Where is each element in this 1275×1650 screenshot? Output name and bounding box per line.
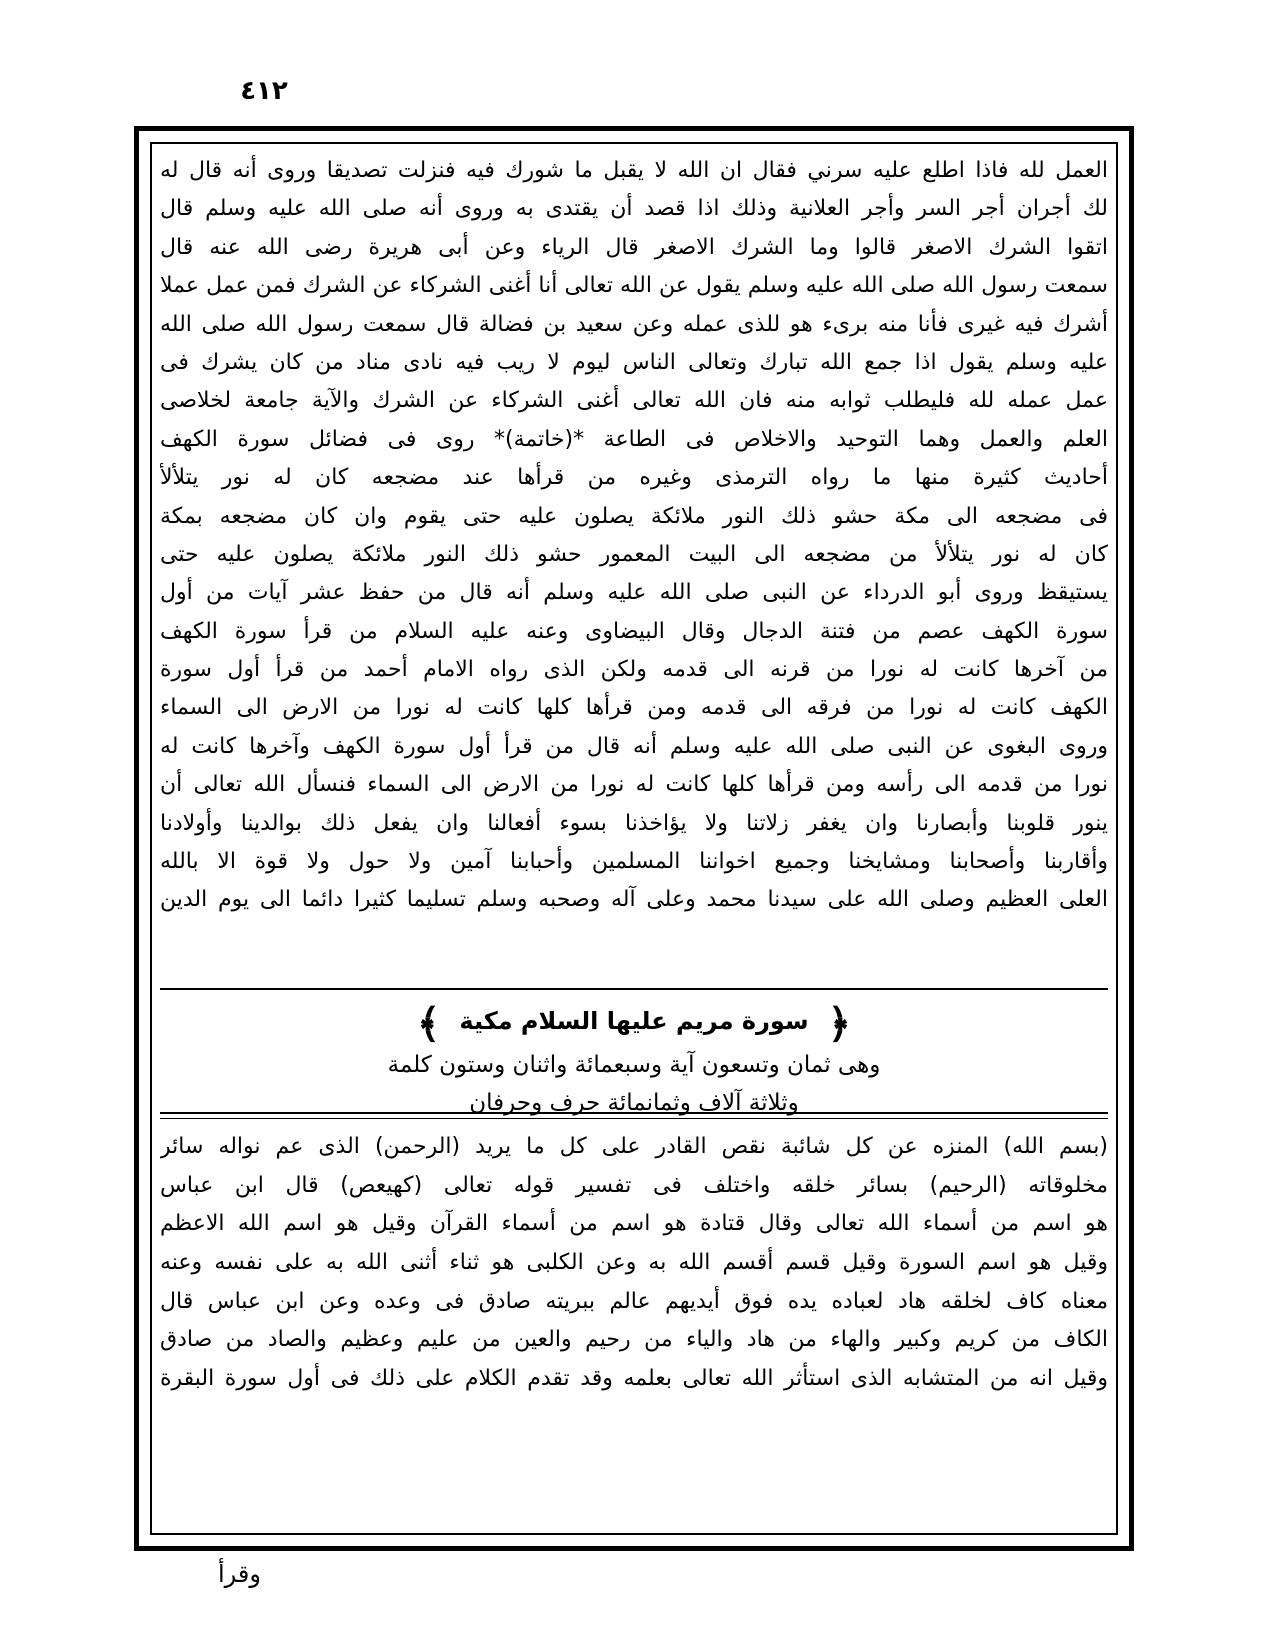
text-line: لك أجران أجر السر وأجر العلانية وذلك اذا قصد أن يقتدى به وروى أنه صلى الله عليه وسلم قال <box>160 196 1108 222</box>
text-line: الكاف من كريم وكبير والهاء من هاد والياء من رحيم والعين من عليم وعظيم والصاد من صادق <box>160 1327 1108 1353</box>
text-line: كان له نور يتلألأ من مضجعه الى البيت المعمور حشو ذلك النور ملائكة يصلون عليه حتى <box>160 541 1108 567</box>
text-line: سمعت رسول الله صلى الله عليه وسلم يقول عن الله تعالى أنا أغنى الشركاء عن الشرك فمن عمل عملا <box>160 273 1108 299</box>
text-line: فى مضجعه الى مكة حشو ذلك النور ملائكة يصلون عليه حتى يقوم وان كان مضجعه بمكة <box>160 503 1108 529</box>
text-line: أحاديث كثيرة منها ما رواه الترمذى وغيره من قرأها عند مضجعه كان له نور يتلألأ <box>160 465 1108 491</box>
surah-title: سورة مريم عليها السلام مكية <box>459 1007 809 1035</box>
text-line: وأقاربنا وأصحابنا ومشايخنا وجميع اخواننا المسلمين وأحبابنا آمين ولا حول ولا قوة الا بالله <box>160 849 1108 875</box>
text-line: هو اسم من أسماء الله تعالى وقال قتادة هو اسم من أسماء القرآن وقيل هو اسم الله الاعظم <box>160 1211 1108 1237</box>
ornate-bracket-open: ﴿ <box>827 1001 852 1048</box>
text-line: (بسم الله) المنزه عن كل شائبة نقص القادر على كل ما يريد (الرحمن) الذى عم نواله سائر <box>160 1134 1108 1159</box>
text-line: العلى العظيم وصلى الله على سيدنا محمد وعلى آله وصحبه وسلم تسليما كثيرا دائما الى يوم الدين <box>160 887 1108 913</box>
page-number: ٤١٢ <box>240 76 288 106</box>
surah-title-row <box>160 1000 1108 1046</box>
surah-heading <box>160 1000 1108 1122</box>
text-line: العمل لله فاذا اطلع عليه سرني فقال ان الله لا يقبل ما شورك فيه فنزلت تصديقا وروى أنه قال له <box>160 158 1108 183</box>
text-line: ينور قلوبنا وأبصارنا وان يغفر زلاتنا ولا يؤاخذنا بسوء أفعالنا وان يفعل ذلك بوالدينا وأولادنا <box>160 810 1108 836</box>
text-line: مخلوقاته (الرحيم) بسائر خلقه واختلف فى تفسير قوله تعالى (كهيعص) قال ابن عباس <box>160 1172 1108 1198</box>
text-line: الكهف كانت له نورا من فرقه الى قدمه ومن قرأها كلها كانت له نورا من الارض الى السماء <box>160 695 1108 721</box>
text-line: سورة الكهف عصم من فتنة الدجال وقال البيضاوى وعنه عليه السلام من قرأ سورة الكهف <box>160 618 1108 644</box>
surah-letter-count: وثلاثة آلاف وثمانمائة حرف وحرفان <box>469 1089 799 1116</box>
catchword: وقرأ <box>218 1560 261 1588</box>
surah-verse-count: وهى ثمان وتسعون آية وسبعمائة واثنان وستون كلمة <box>387 1051 881 1078</box>
text-line: أشرك فيه غيرى فأنا منه برىء هو للذى عمله وعن سعيد بن فضالة قال سمعت رسول الله صلى الله <box>160 311 1108 337</box>
text-line: معناه كاف لخلقه هاد لعباده يده فوق أيديهم عالم ببريته صادق فى وعده وعن ابن عباس قال <box>160 1288 1108 1314</box>
ornate-bracket-close: ﴾ <box>416 1001 441 1048</box>
text-line: العلم والعمل وهما التوحيد والاخلاص فى الطاعة *(خاتمة)* روى فى فضائل سورة الكهف <box>160 426 1108 452</box>
text-line: عمل عمله لله فليطلب ثوابه منه فان الله تعالى أغنى الشركاء عن الشرك والآية جامعة لخلاصى <box>160 388 1108 414</box>
divider-bottom-thin <box>160 1118 1108 1119</box>
commentary-text-bottom <box>160 1128 1108 1399</box>
text-line: اتقوا الشرك الاصغر قالوا وما الشرك الاصغر قال الرياء وعن أبى هريرة رضى الله عنه قال <box>160 234 1108 260</box>
text-line: وروى البغوى عن النبى صلى الله عليه وسلم أنه قال من قرأ أول سورة الكهف وآخرها كانت له <box>160 733 1108 759</box>
divider-top <box>160 988 1108 990</box>
text-line: وقيل انه من المتشابه الذى استأثر الله تعالى بعلمه وقد تقدم الكلام على ذلك فى أول سورة البقرة <box>160 1366 1108 1392</box>
text-line: يستيقظ وروى أبو الدرداء عن النبى صلى الله عليه وسلم أنه قال من حفظ عشر آيات من أول <box>160 580 1108 606</box>
text-line: عليه وسلم يقول اذا جمع الله تبارك وتعالى الناس ليوم لا ريب فيه نادى مناد من كان يشرك فى <box>160 349 1108 375</box>
commentary-text-top <box>160 152 1108 920</box>
text-line: نورا من قدمه الى رأسه ومن قرأها كلها كانت له نورا من الارض الى السماء فنسأل الله تعالى أن <box>160 772 1108 798</box>
text-line: من آخرها كانت له نورا من قرنه الى قدمه ولكن الذى رواه الامام أحمد من قرأ أول سورة <box>160 657 1108 683</box>
divider-bottom <box>160 1112 1108 1114</box>
text-line: وقيل هو اسم السورة وقيل قسم أقسم الله به وعن الكلبى هو ثناء أثنى الله به على نفسه وعنه <box>160 1250 1108 1276</box>
